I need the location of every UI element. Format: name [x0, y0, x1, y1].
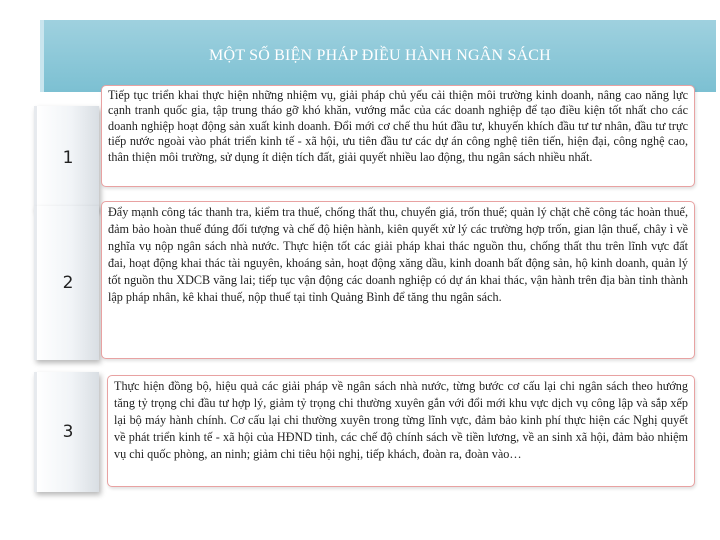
item-number-3: 3 [34, 372, 99, 492]
item-text-2: Đẩy mạnh công tác thanh tra, kiểm tra thuế, chống thất thu, chuyển giá, trốn thuế; quản lý chặt chẽ công tác hoàn thuế, đảm bảo hoàn thuế đúng đối tượng và chế độ hiện hành, kiên quyết xử lý các trường hợp trốn, gian lận thuế, chây ì về nghĩa vụ nộp ngân sách nhà nước. Thực hiện tốt các giải pháp khai thác nguồn thu, chống thất thu trên lĩnh vực đất đai, hoạt động khai thác tài nguyên, khoáng sản, hoạt động xăng dầu, kinh doanh bất động sản, hộ kinh doanh, quản lý tốt nguồn thu XDCB vãng lai; tiếp tục vận động các doanh nghiệp có dự án khai thác, vận hành trên địa bàn tỉnh thành lập pháp nhân, kê khai thuế, nộp thuế tại tỉnh Quảng Bình để tăng thu ngân sách. [101, 201, 695, 359]
item-number-1: 1 [34, 106, 99, 210]
page-title: MỘT SỐ BIỆN PHÁP ĐIỀU HÀNH NGÂN SÁCH [209, 47, 551, 64]
title-banner [40, 20, 716, 92]
item-text-3: Thực hiện đồng bộ, hiệu quả các giải pháp về ngân sách nhà nước, từng bước cơ cấu lại chi ngân sách theo hướng tăng tỷ trọng chi đầu tư hợp lý, giảm tỷ trọng chi thường xuyên gắn với đổi mới khu vực dịch vụ công lập và sắp xếp lại bộ máy hành chính. Cơ cấu lại chi thường xuyên trong từng lĩnh vực, đảm bảo kinh phí thực hiện các Nghị quyết về phát triển kinh tế - xã hội của HĐND tỉnh, các chế độ chính sách về tiền lương, về an sinh xã hội, đảm bảo nhiệm vụ chi quốc phòng, an ninh; giảm chi tiêu hội nghị, tiếp khách, đoàn ra, đoàn vào… [107, 375, 695, 487]
item-number-2: 2 [34, 206, 99, 360]
item-text-1: Tiếp tục triển khai thực hiện những nhiệm vụ, giải pháp chủ yếu cải thiện môi trường kinh doanh, nâng cao năng lực cạnh tranh quốc gia, tập trung tháo gỡ khó khăn, vướng mắc của các doanh nghiệp để tạo điều kiện tốt nhất cho các doanh nghiệp hoạt động sản xuất kinh doanh. Đổi mới cơ chế thu hút đầu tư, khuyến khích đầu tư tư nhân, đầu tư trực tiếp nước ngoài vào phát triển kinh tế - xã hội, ưu tiên đầu tư các dự án công nghệ tiên tiến, hiện đại, công nghệ cao, thân thiện môi trường, sử dụng ít diện tích đất, giải quyết nhiều lao động, thu ngân sách nhiều nhất. [101, 85, 695, 187]
